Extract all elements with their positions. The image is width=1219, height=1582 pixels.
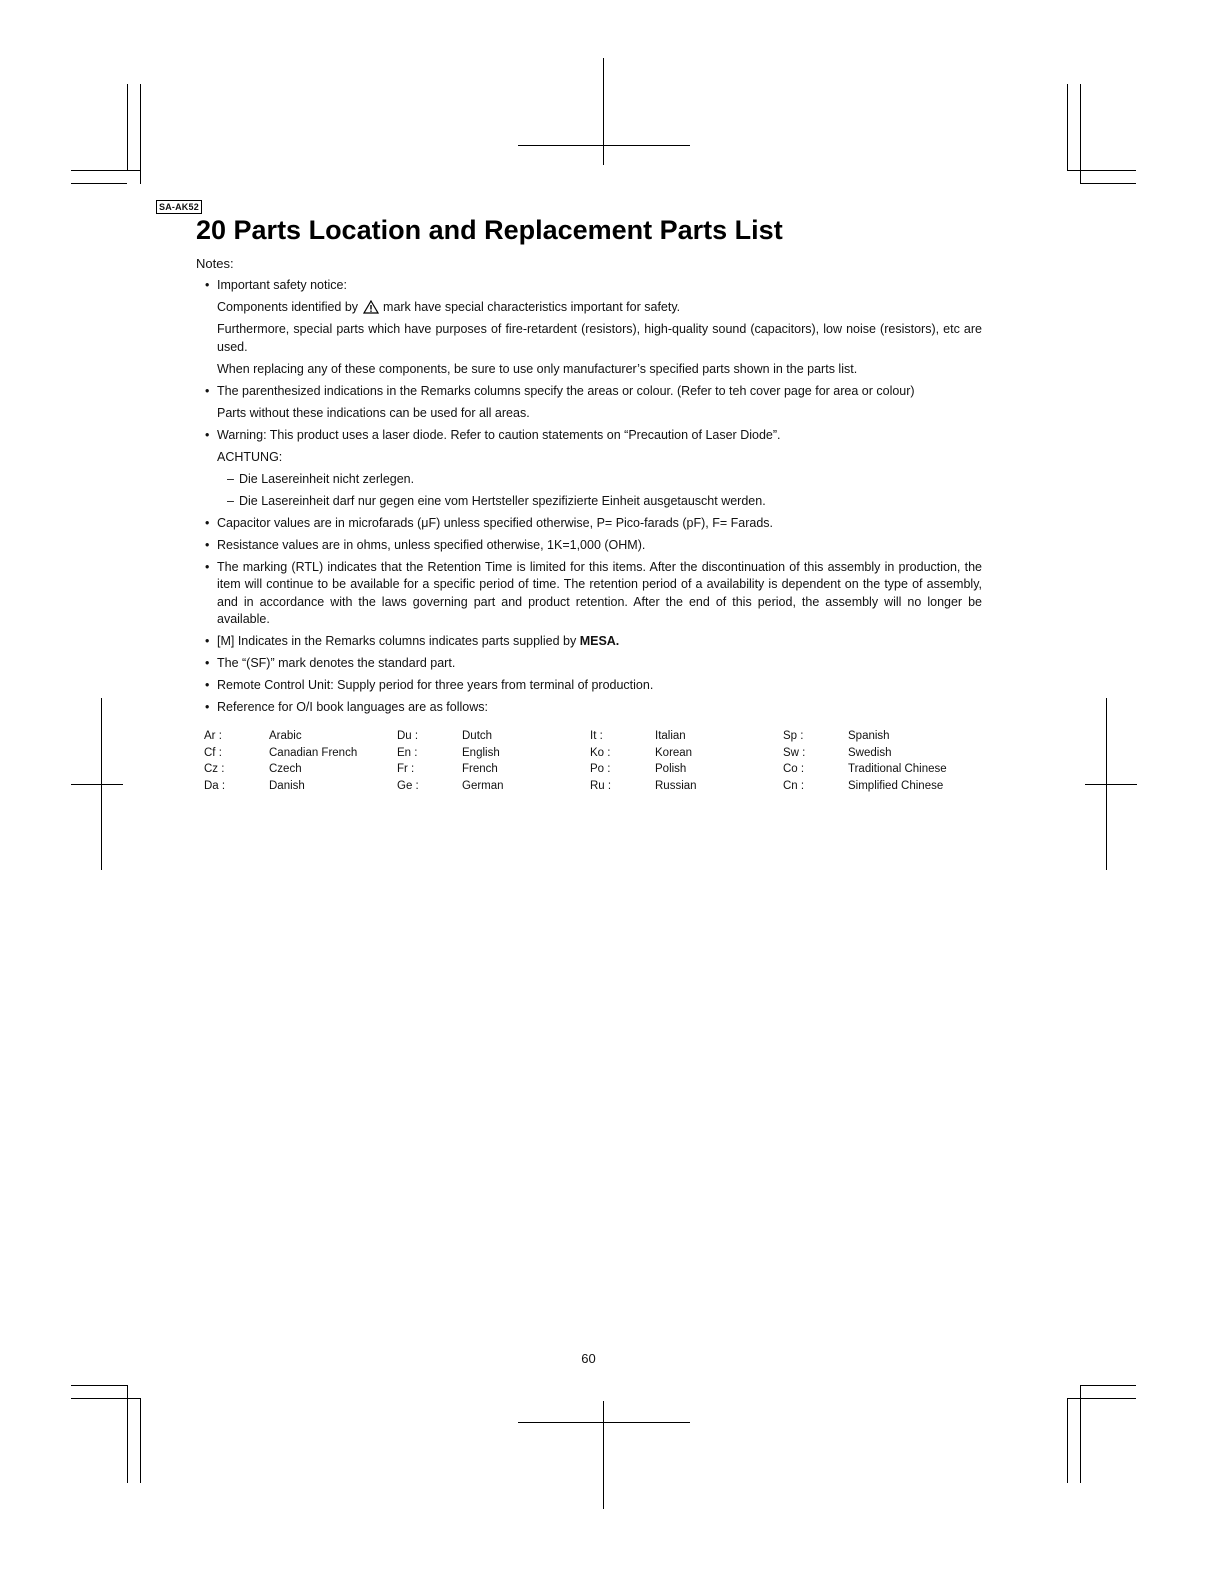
- dash: –: [227, 471, 234, 486]
- lang-code: It :: [590, 730, 603, 742]
- bullet: •: [205, 537, 210, 552]
- lang-name: Arabic: [269, 730, 302, 742]
- note-paragraph: [217, 299, 982, 317]
- note-rtl: [205, 559, 982, 629]
- dash-item: [217, 493, 982, 511]
- note-reference: [205, 699, 982, 717]
- note-sf: [205, 655, 982, 673]
- lang-code: Da :: [204, 779, 226, 792]
- language-table: [204, 728, 968, 794]
- note-resistance: [205, 537, 982, 555]
- lang-name: Dutch: [462, 730, 493, 742]
- registration-mark-line: [603, 58, 604, 165]
- note-text: mark have special characteristics important for safety.: [383, 300, 681, 314]
- model-badge: SA-AK52: [156, 200, 202, 214]
- lang-name: Russian: [655, 779, 697, 792]
- crop-mark-line: [1067, 1398, 1068, 1483]
- crop-mark-line: [71, 183, 127, 184]
- lang-name: Swedish: [848, 746, 892, 759]
- crop-mark-line: [140, 1398, 141, 1483]
- lang-code: Du :: [397, 730, 419, 742]
- lang-name: German: [462, 779, 504, 792]
- lang-code: En :: [397, 746, 418, 759]
- dash: –: [227, 493, 234, 508]
- lang-code: Ru :: [590, 779, 612, 792]
- note-text: [M] Indicates in the Remarks columns indicates parts supplied by: [217, 634, 577, 648]
- note-paragraph: [217, 633, 982, 651]
- lang-code: Ko :: [590, 746, 611, 759]
- dash-text: Die Lasereinheit darf nur gegen eine vom Hertsteller spezifizierte Einheit ausgetauscht werden.: [239, 493, 766, 508]
- lang-name: Simplified Chinese: [848, 779, 944, 792]
- note-mesa: [205, 633, 982, 651]
- lang-name: Spanish: [848, 730, 890, 742]
- lang-name: Korean: [655, 746, 693, 759]
- notes-heading: Notes:: [196, 256, 234, 271]
- crop-mark-line: [71, 170, 140, 171]
- note-paragraph: The parenthesized indications in the Remarks columns specify the areas or colour. (Refer to teh cover page for area or colour): [217, 383, 915, 398]
- crop-mark-line: [1080, 1385, 1081, 1483]
- crop-mark-line: [1067, 1398, 1136, 1399]
- note-paragraph: Furthermore, special parts which have purposes of fire-retardent (resistors), high-quality sound (capacitors), low noise (resistors), etc are used.: [217, 322, 982, 354]
- note-paragraph: Remote Control Unit: Supply period for three years from terminal of production.: [217, 678, 654, 692]
- lang-code: Ar :: [204, 730, 222, 742]
- bullet: •: [205, 700, 210, 714]
- note-paragraph: Capacitor values are in microfarads (μF) unless specified otherwise, P= Pico-farads (pF), F= Farads.: [217, 515, 774, 530]
- crop-mark-line: [1080, 84, 1081, 184]
- crop-mark-line: [1067, 170, 1136, 171]
- registration-mark-line: [71, 784, 123, 785]
- crop-mark-line: [127, 1385, 128, 1483]
- crop-mark-line: [1080, 1385, 1136, 1386]
- lang-code: Sp :: [783, 730, 804, 742]
- bullet: •: [205, 678, 210, 692]
- crop-mark-line: [140, 84, 141, 184]
- page-number: 60: [581, 1351, 596, 1366]
- note-paragraph: Reference for O/I book languages are as follows:: [217, 700, 488, 714]
- lang-code: Cf :: [204, 746, 222, 759]
- bullet: •: [205, 278, 210, 292]
- note-text-bold: MESA.: [579, 634, 620, 648]
- crop-mark-line: [1067, 84, 1068, 170]
- note-remarks: [205, 383, 982, 423]
- crop-mark-line: [1080, 183, 1136, 184]
- note-paragraph: Resistance values are in ohms, unless specified otherwise, 1K=1,000 (OHM).: [217, 537, 646, 552]
- note-capacitor: [205, 515, 982, 533]
- page-title: 20 Parts Location and Replacement Parts List: [196, 215, 783, 245]
- bullet: •: [205, 559, 210, 574]
- note-paragraph: The “(SF)” mark denotes the standard part.: [217, 656, 456, 670]
- lang-name: Polish: [655, 763, 687, 775]
- note-paragraph: When replacing any of these components, be sure to use only manufacturer’s specified parts shown in the parts list.: [217, 361, 858, 376]
- lang-name: Traditional Chinese: [848, 763, 947, 775]
- note-text: Components identified by: [217, 300, 359, 314]
- dash-text: Die Lasereinheit nicht zerlegen.: [239, 471, 415, 486]
- crop-mark-line: [127, 84, 128, 170]
- lang-code: Cz :: [204, 763, 225, 775]
- bullet: •: [205, 656, 210, 670]
- crop-mark-line: [71, 1385, 127, 1386]
- registration-mark-line: [603, 1401, 604, 1509]
- crop-mark-line: [71, 1398, 140, 1399]
- note-safety: [205, 277, 982, 378]
- note-paragraph: Parts without these indications can be used for all areas.: [217, 405, 530, 420]
- dash-item: [217, 471, 982, 489]
- lang-code: Po :: [590, 763, 611, 775]
- lang-name: French: [462, 763, 498, 775]
- notes-list: [205, 277, 982, 721]
- note-remote: [205, 677, 982, 695]
- note-paragraph: The marking (RTL) indicates that the Retention Time is limited for this items. After the discontinuation of this assembly in production, the item will continue to be available for a specific period of time. The retention period of a availability is dependent on the type of assembly, and in accordance with the laws governing part and product retention. After the end of this period, the assembly will no longer be available.: [217, 559, 982, 626]
- lang-code: Sw :: [783, 746, 806, 759]
- bullet: •: [205, 515, 210, 530]
- lang-name: Danish: [269, 779, 305, 792]
- bullet: •: [205, 634, 210, 648]
- lang-code: Cn :: [783, 779, 805, 792]
- lang-name: Italian: [655, 730, 686, 742]
- registration-mark-line: [518, 145, 690, 146]
- note-laser: [205, 427, 982, 511]
- lang-name: English: [462, 746, 500, 759]
- note-paragraph: Warning: This product uses a laser diode. Refer to caution statements on “Precaution of Laser Diode”.: [217, 427, 781, 442]
- note-paragraph: ACHTUNG:: [217, 449, 283, 464]
- bullet: •: [205, 383, 210, 398]
- registration-mark-line: [518, 1422, 690, 1423]
- registration-mark-line: [1085, 784, 1137, 785]
- lang-name: Canadian French: [269, 746, 358, 759]
- warning-triangle-icon: [363, 300, 379, 314]
- lang-code: Fr :: [397, 763, 415, 775]
- lang-code: Co :: [783, 763, 805, 775]
- lang-code: Ge :: [397, 779, 419, 792]
- note-title: Important safety notice:: [217, 278, 347, 292]
- bullet: •: [205, 427, 210, 442]
- lang-name: Czech: [269, 763, 302, 775]
